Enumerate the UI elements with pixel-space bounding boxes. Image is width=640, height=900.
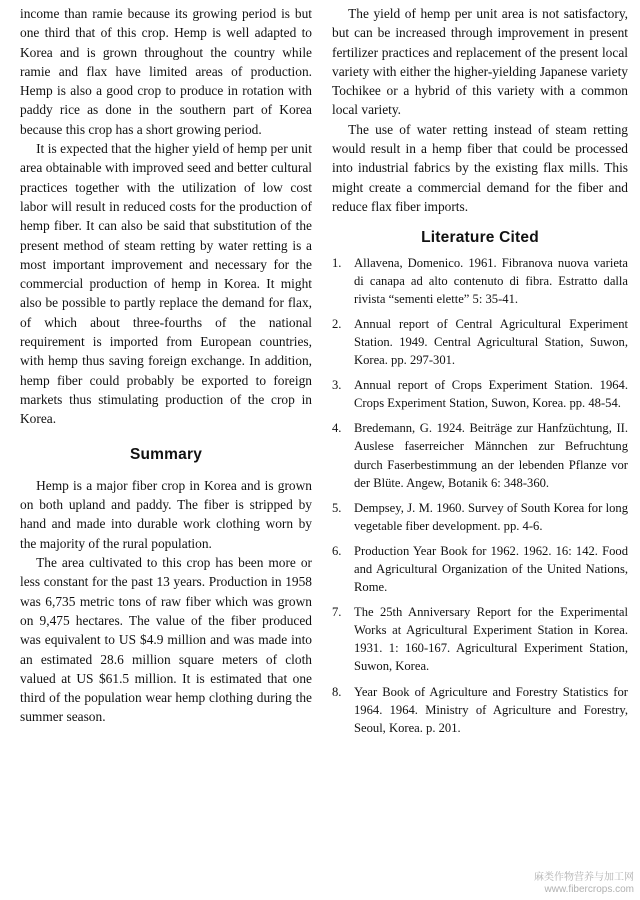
reference-number: 4. <box>332 421 342 436</box>
reference-text: Production Year Book for 1962. 1962. 16: 142. Food and Agricultural Organization of the United Nations, Rome. <box>354 543 628 595</box>
reference-text: Bredemann, G. 1924. Beiträge zur Hanfzüchtung, II. Auslese faserreicher Männchen zur Befruchtung durch Faserbestimmung an der lebenden Pflanze vor der Blüte. Angew, Botanik 6: 348-360. <box>354 421 628 490</box>
reference-text: Annual report of Central Agricultural Experiment Station. 1949. Central Agricultural Station, Suwon, Korea. pp. 297-301. <box>354 316 628 368</box>
reference-text: The 25th Anniversary Report for the Experimental Works at Agricultural Experiment Station in Korea. 1931. 1: 160-167. Agricultural Experiment Station, Suwon, Korea. <box>354 605 628 674</box>
body-paragraph: income than ramie because its growing period is but one third that of this crop. Hemp is well adapted to Korea and is grown throughout the country while ramie and flax have limited areas of production. Hemp is also a good crop to produce in rotation with paddy rice as done in the southern part of Korea because this crop has a short growing period. <box>20 6 312 137</box>
reference-number: 7. <box>332 605 342 620</box>
reference-number: 3. <box>332 378 342 393</box>
reference-number: 6. <box>332 543 342 558</box>
left-column <box>20 4 312 727</box>
reference-item <box>332 419 628 491</box>
reference-number: 8. <box>332 684 342 699</box>
right-column <box>332 4 628 744</box>
reference-text: Allavena, Domenico. 1961. Fibranova nuova varieta di canapa ad alto contenuto di fibra. Estratto dalla rivista “sementi elette” 5: 35-41. <box>354 255 628 306</box>
summary-paragraph: Hemp is a major fiber crop in Korea and is grown on both upland and paddy. The fiber is stripped by hand and made into durable work clothing worn by the majority of the rural population. <box>20 477 312 551</box>
watermark-url: www.fibercrops.com <box>544 884 634 895</box>
reference-text: Dempsey, J. M. 1960. Survey of South Korea for long vegetable fiber development. pp. 4-6. <box>354 500 628 533</box>
site-watermark <box>534 872 634 896</box>
summary-paragraph: The area cultivated to this crop has been more or less constant for the past 13 years. Production in 1958 was 6,735 metric tons of raw fiber which was grown on 9,475 hectares. The value of the fiber produced was equivalent to US $4.9 million and was made into an estimated 28.6 million square meters of cloth valued at US $61.5 million. It is estimated that one third of the population wear hemp clothing during the summer season. <box>20 555 312 725</box>
reference-item <box>332 254 628 308</box>
reference-number: 2. <box>332 316 342 331</box>
body-paragraph: The use of water retting instead of steam retting would result in a hemp fiber that could be processed into industrial fabrics by the existing flax mills. This might create a commercial demand for the fiber and reduce flax fiber imports. <box>332 121 628 214</box>
body-paragraph: The yield of hemp per unit area is not satisfactory, but can be increased through improvement in present fertilizer practices and replacement of the present local variety with either the higher-yielding Japanese variety Tochikee or a hybrid of this variety with a common local variety. <box>332 6 628 118</box>
reference-item <box>332 315 628 369</box>
reference-number: 1. <box>332 255 342 270</box>
body-paragraph: It is expected that the higher yield of hemp per unit area obtainable with improved seed and better cultural practices together with the utilization of low cost labor will result in reduced costs for the production of hemp fiber. It can also be said that substitution of the present method of steam retting by water retting is a most important improvement and necessary for the commercial production of hemp in Korea. It might also be possible to partly replace the demand for flax, of which about three-fourths of the national requirement is imported from European countries, with hemp thus saving foreign exchange. In addition, hemp fiber could probably be exported to foreign markets thus stimulating production of the crop in Korea. <box>20 141 312 427</box>
reference-text: Year Book of Agriculture and Forestry Statistics for 1964. 1964. Ministry of Agriculture and Forestry, Seoul, Korea. p. 201. <box>354 684 628 735</box>
literature-cited-heading: Literature Cited <box>421 229 539 247</box>
reference-item <box>332 603 628 675</box>
reference-item <box>332 499 628 535</box>
reference-item <box>332 683 628 737</box>
reference-list <box>332 254 628 737</box>
reference-number: 5. <box>332 500 342 515</box>
reference-item <box>332 542 628 596</box>
watermark-cn: 麻类作物营养与加工网 <box>534 872 634 883</box>
reference-item <box>332 376 628 412</box>
summary-heading: Summary <box>129 445 203 463</box>
reference-text: Annual report of Crops Experiment Station. 1964. Crops Experiment Station, Suwon, Korea. pp. 48-54. <box>354 378 628 411</box>
